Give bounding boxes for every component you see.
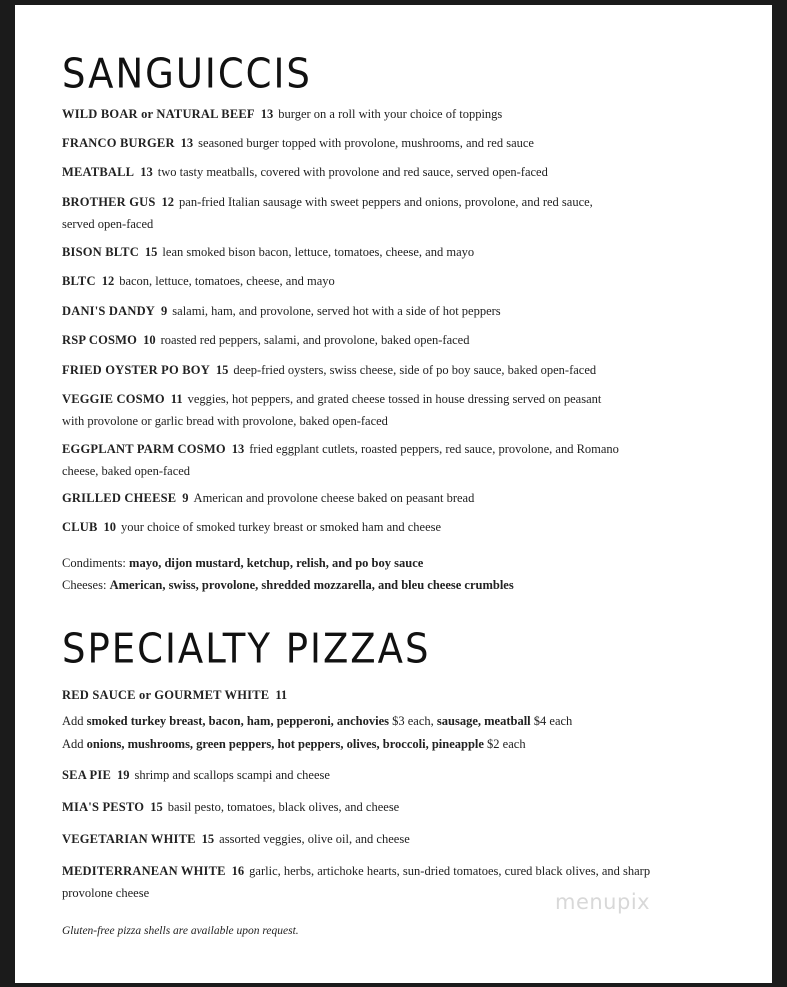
item-price: 16	[231, 864, 245, 878]
item-price: 15	[144, 245, 158, 259]
add-price: $3 each,	[392, 714, 434, 728]
menu-item-franco-burger	[62, 132, 622, 154]
condiments-value: mayo, dijon mustard, ketchup, relish, and po boy sauce	[129, 556, 424, 570]
pizza-sea-pie	[62, 764, 622, 786]
item-desc: garlic, herbs, artichoke hearts, sun-dried tomatoes, cured black olives, and sharp provolone cheese	[62, 864, 651, 900]
item-desc: fried eggplant cutlets, roasted peppers, red sauce, provolone, and Romano cheese, baked open-faced	[62, 442, 619, 478]
add-prefix: Add	[62, 737, 84, 751]
item-desc: burger on a roll with your choice of toppings	[278, 107, 503, 121]
item-price: 10	[143, 333, 156, 347]
item-price: 13	[231, 442, 245, 456]
add-toppings-group: onions, mushrooms, green peppers, hot peppers, olives, broccoli, pineapple	[86, 737, 484, 751]
item-price: 11	[275, 688, 288, 702]
item-price: 12	[161, 195, 175, 209]
item-name: RSP COSMO	[62, 333, 138, 347]
menu-item-danis-dandy	[62, 300, 622, 322]
item-name: VEGETARIAN WHITE	[62, 832, 196, 846]
item-name: BROTHER GUS	[62, 195, 156, 209]
item-desc: seasoned burger topped with provolone, mushrooms, and red sauce	[198, 136, 534, 150]
menu-item-eggplant-parm-cosmo	[62, 438, 622, 482]
item-desc: your choice of smoked turkey breast or smoked ham and cheese	[121, 520, 442, 534]
item-desc: deep-fried oysters, swiss cheese, side of po boy sauce, baked open-faced	[233, 363, 597, 377]
item-price: 19	[117, 768, 130, 782]
add-price: $2 each	[487, 737, 526, 751]
item-name: RED SAUCE or GOURMET WHITE	[62, 688, 270, 702]
cheeses-value: American, swiss, provolone, shredded mozzarella, and bleu cheese crumbles	[109, 578, 514, 592]
specialty-pizzas-title: SPECIALTY PIZZAS	[62, 625, 431, 673]
item-name: FRIED OYSTER PO BOY	[62, 363, 210, 377]
menu-item-wild-boar	[62, 103, 622, 125]
item-name: BISON BLTC	[62, 245, 139, 259]
item-price: 12	[101, 274, 115, 288]
item-name: VEGGIE COSMO	[62, 392, 165, 406]
item-price: 13	[140, 165, 153, 179]
condiments-label: Condiments:	[62, 556, 126, 570]
add-prefix: Add	[62, 714, 84, 728]
pizza-vegetarian-white	[62, 828, 622, 850]
item-price: 13	[180, 136, 194, 150]
item-price: 9	[182, 491, 189, 505]
item-desc: bacon, lettuce, tomatoes, cheese, and mayo	[119, 274, 335, 288]
item-desc: two tasty meatballs, covered with provolone and red sauce, served open-faced	[157, 165, 548, 179]
item-desc: pan-fried Italian sausage with sweet peppers and onions, provolone, and red sauce, served open-faced	[62, 195, 593, 231]
menu-item-bison-bltc	[62, 241, 622, 263]
menu-item-bltc	[62, 270, 622, 292]
item-price: 11	[170, 392, 183, 406]
add-toppings-group: sausage, meatball	[436, 714, 531, 728]
menupix-watermark: menupix	[555, 890, 651, 914]
item-desc: lean smoked bison bacon, lettuce, tomatoes, cheese, and mayo	[162, 245, 475, 259]
item-name: SEA PIE	[62, 768, 111, 782]
menu-item-meatball	[62, 161, 622, 183]
item-price: 13	[260, 107, 274, 121]
menu-item-brother-gus	[62, 191, 622, 235]
item-desc: shrimp and scallops scampi and cheese	[134, 768, 330, 782]
menu-item-grilled-cheese	[62, 487, 622, 509]
item-name: GRILLED CHEESE	[62, 491, 177, 505]
item-desc: assorted veggies, olive oil, and cheese	[219, 832, 410, 846]
pizza-mias-pesto	[62, 796, 622, 818]
condiments-line	[62, 552, 423, 574]
item-name: DANI'S DANDY	[62, 304, 156, 318]
gluten-free-note: Gluten-free pizza shells are available upon request.	[62, 925, 299, 937]
menu-item-rsp-cosmo	[62, 329, 622, 351]
item-price: 10	[103, 520, 117, 534]
menu-item-veggie-cosmo	[62, 388, 622, 432]
cheeses-line	[62, 574, 514, 596]
menu-item-club	[62, 516, 622, 538]
item-desc: roasted red peppers, salami, and provolone, baked open-faced	[160, 333, 470, 347]
cheeses-label: Cheeses:	[62, 578, 107, 592]
item-desc: basil pesto, tomatoes, black olives, and cheese	[167, 800, 400, 814]
pizza-base	[62, 684, 622, 706]
item-price: 15	[215, 363, 229, 377]
item-desc: veggies, hot peppers, and grated cheese tossed in house dressing served on peasant with provolone or garlic bread with provolone, baked open-faced	[62, 392, 602, 428]
add-price: $4 each	[533, 714, 573, 728]
item-name: FRANCO BURGER	[62, 136, 175, 150]
item-price: 15	[150, 800, 163, 814]
add-toppings-group: smoked turkey breast, bacon, ham, pepperoni, anchovies	[86, 714, 389, 728]
menu-item-fried-oyster-po-boy	[62, 359, 622, 381]
item-price: 15	[201, 832, 215, 846]
item-name: MEATBALL	[62, 165, 135, 179]
item-desc: salami, ham, and provolone, served hot with a side of hot peppers	[172, 304, 501, 318]
item-name: EGGPLANT PARM COSMO	[62, 442, 226, 456]
item-name: MEDITERRANEAN WHITE	[62, 864, 226, 878]
item-price: 9	[161, 304, 168, 318]
item-name: BLTC	[62, 274, 96, 288]
menu-page	[15, 5, 772, 983]
item-name: WILD BOAR or NATURAL BEEF	[62, 107, 255, 121]
sanguiccis-title: SANGUICCIS	[62, 50, 312, 98]
add-toppings-line-1	[62, 710, 572, 732]
add-toppings-line-2	[62, 733, 526, 755]
item-name: CLUB	[62, 520, 98, 534]
item-desc: American and provolone cheese baked on peasant bread	[193, 491, 475, 505]
item-name: MIA'S PESTO	[62, 800, 145, 814]
